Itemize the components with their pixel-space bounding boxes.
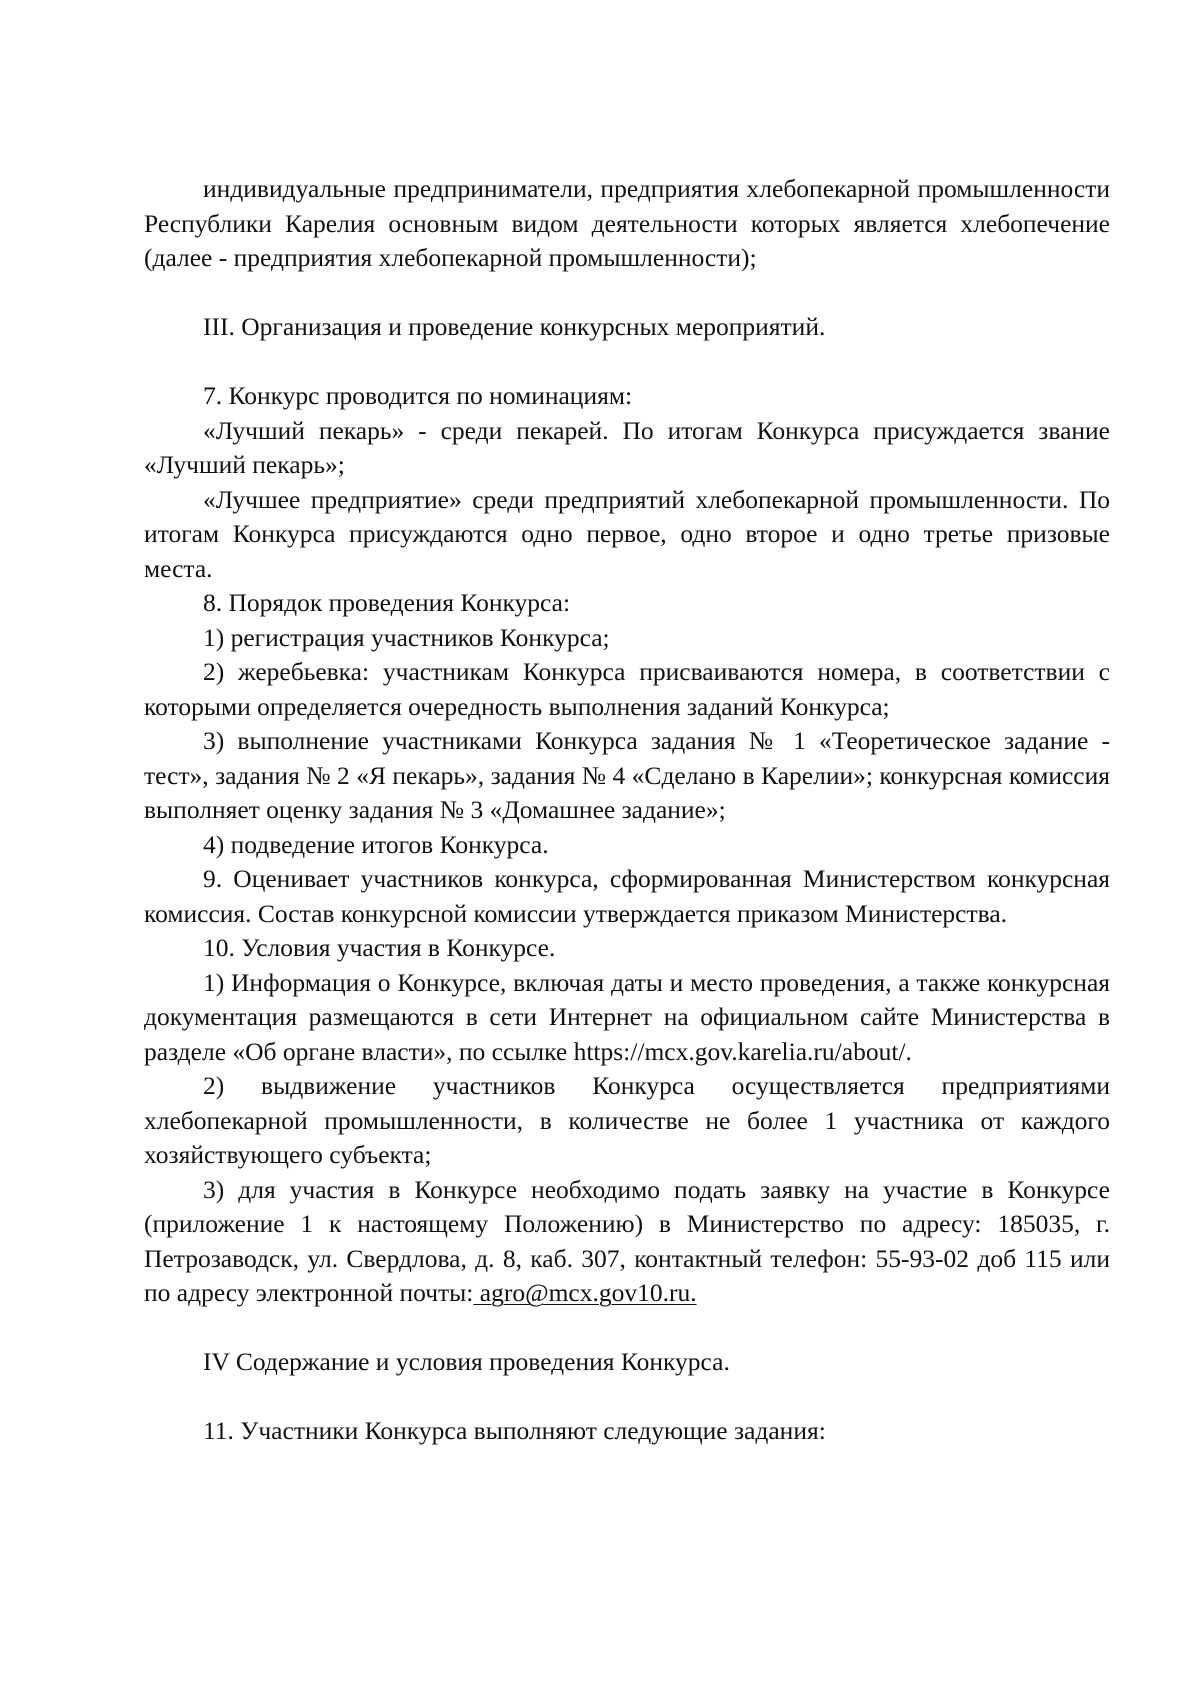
paragraph-8: 8. Порядок проведения Конкурса:: [203, 588, 571, 617]
paragraph-10-3-text: 3) для участия в Конкурсе необходимо подать заявку на участие в Конкурсе (приложение 1 к настоящему Положению) в Министерство по адресу: 185035, г. Петрозаводск, ул. Свердлова, д. 8, каб. 307, контактный телефон: 55-93-02 доб 115 или по адресу электронной почты:: [144, 1174, 1110, 1307]
paragraph-10-2: 2) выдвижение участников Конкурса осуществляется предприятиями хлебопекарной промышленности, в количестве не более 1 участника от каждого хозяйствующего субъекта;: [144, 1071, 1110, 1169]
paragraph-8-1: 1) регистрация участников Конкурса;: [203, 622, 610, 652]
spacer: [144, 345, 1110, 380]
paragraph-10-3: [144, 1173, 1110, 1311]
section-heading-4: IV Содержание и условия проведения Конкурса.: [203, 1347, 730, 1376]
document-body: [144, 172, 1110, 1449]
paragraph-8-2: 2) жеребьевка: участникам Конкурса присваиваются номера, в соответствии с которыми определяется очередность выполнения заданий Конкурса;: [144, 657, 1110, 721]
spacer: [144, 1380, 1110, 1415]
paragraph-intro: индивидуальные предприниматели, предприятия хлебопекарной промышленности Республики Карелия основным видом деятельности которых является хлебопечение (далее - предприятия хлебопекарной промышленности);: [144, 174, 1110, 272]
paragraph-7-enterprise: «Лучшее предприятие» среди предприятий хлебопекарной промышленности. По итогам Конкурса присуждаются одно первое, одно второе и одно третье призовые места.: [144, 484, 1110, 583]
paragraph-7: 7. Конкурс проводится по номинациям:: [203, 381, 633, 410]
paragraph-11: 11. Участники Конкурса выполняют следующие задания:: [203, 1416, 826, 1445]
paragraph-7-baker: «Лучший пекарь» - среди пекарей. По итогам Конкурса присуждается звание «Лучший пекарь»;: [144, 415, 1110, 479]
email-link[interactable]: agro@mcx.gov10.ru.: [473, 1278, 697, 1307]
spacer: [144, 1311, 1110, 1346]
paragraph-10-1: 1) Информация о Конкурсе, включая даты и место проведения, а также конкурсная документация размещаются в сети Интернет на официальном сайте Министерства в разделе «Об органе власти», по ссылке https://mcx.gov.karelia.ru/about/.: [144, 967, 1110, 1066]
section-heading-3: III. Организация и проведение конкурсных мероприятий.: [203, 312, 826, 341]
paragraph-8-4: 4) подведение итогов Конкурса.: [203, 829, 549, 859]
paragraph-8-3: 3) выполнение участниками Конкурса задания № 1 «Теоретическое задание - тест», задания № 2 «Я пекарь», задания № 4 «Сделано в Карелии»; конкурсная комиссия выполняет оценку задания № 3 «Домашнее задание»;: [144, 726, 1110, 824]
paragraph-10: 10. Условия участия в Конкурсе.: [203, 933, 556, 962]
spacer: [144, 276, 1110, 311]
paragraph-9: 9. Оценивает участников конкурса, сформированная Министерством конкурсная комиссия. Состав конкурсной комиссии утверждается приказом Министерства.: [144, 864, 1110, 928]
